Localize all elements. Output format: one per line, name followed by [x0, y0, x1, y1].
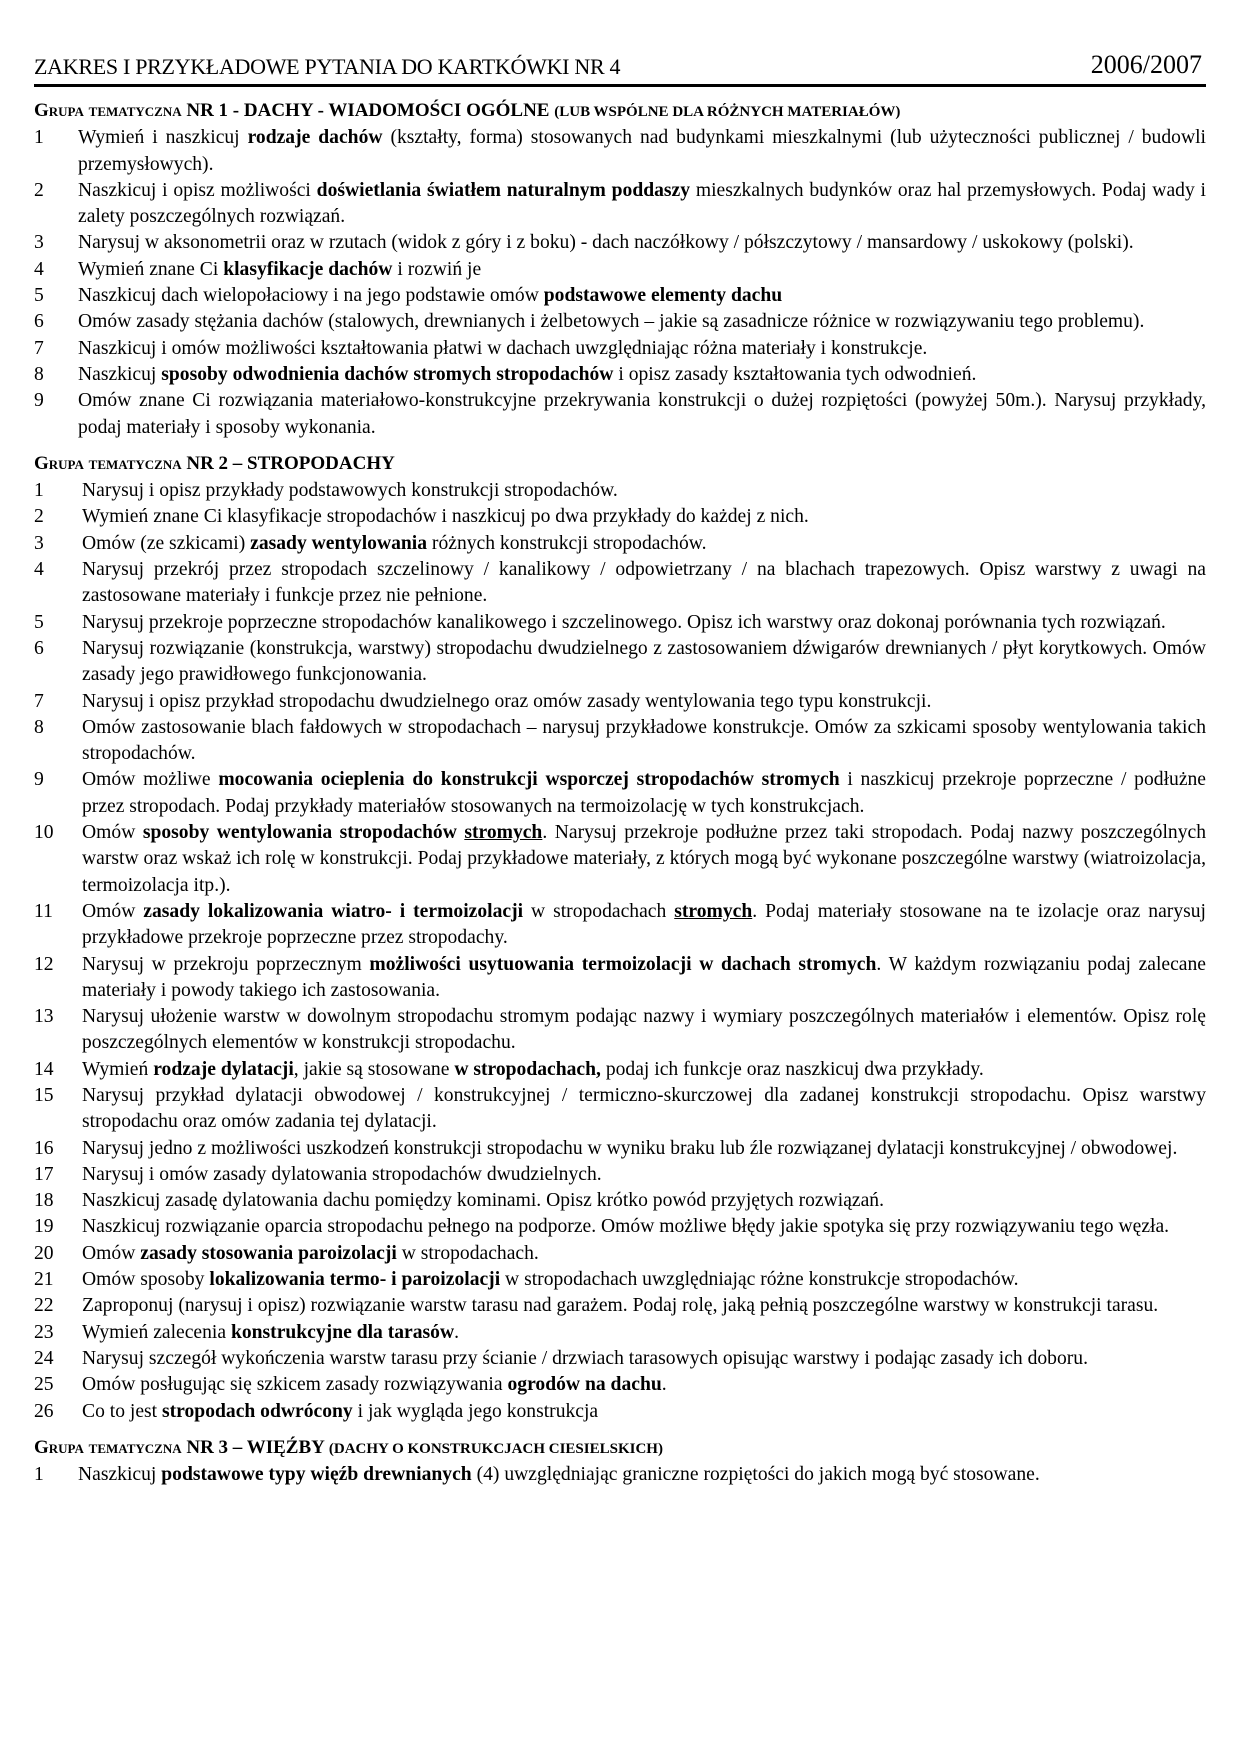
- question-number: 24: [34, 1347, 54, 1369]
- question-item: [34, 689, 1206, 715]
- emphasized-text: sposoby wentylowania stropodachów: [142, 822, 465, 844]
- question-number: 5: [34, 285, 44, 307]
- emphasized-text: klasyfikacje dachów: [223, 258, 393, 280]
- question-item: [34, 1293, 1206, 1319]
- question-number: 22: [34, 1295, 54, 1317]
- question-item: [34, 1057, 1206, 1083]
- question-item: [34, 388, 1206, 441]
- text-run: w stropodachach.: [396, 1242, 539, 1264]
- question-number: 9: [34, 769, 44, 791]
- text-run: w stropodachach: [523, 900, 675, 922]
- emphasized-text: ogrodów na dachu: [507, 1374, 662, 1396]
- text-run: Wymień: [82, 1058, 154, 1080]
- text-run: podaj ich funkcje oraz naszkicuj dwa przykłady.: [600, 1058, 984, 1080]
- question-text: [78, 388, 1206, 441]
- emphasized-text: mocowania ocieplenia do konstrukcji wsporczej stropodachów stromych: [218, 769, 840, 791]
- text-run: .: [661, 1374, 667, 1396]
- question-text: [82, 478, 1206, 504]
- text-run: Omów znane Ci rozwiązania materiałowo-konstrukcyjne przekrywania konstrukcji o dużej rozpiętości (powyżej 50m.). Narysuj przykłady, podaj materiały i sposoby wykonania.: [78, 390, 1206, 438]
- group-title: NR 2 – STROPODACHY: [181, 452, 395, 474]
- emphasized-text: lokalizowania termo- i paroizolacji: [209, 1269, 501, 1291]
- question-text: [82, 1346, 1206, 1372]
- question-number: 1: [34, 127, 44, 149]
- text-run: . Podaj materiały stosowane na te izolacje oraz narysuj przykładowe przekroje poprzeczne przez stropodachy.: [82, 900, 1206, 949]
- text-run: . W każdym rozwiązaniu podaj zalecane materiały i powody takiego ich zastosowania.: [82, 953, 1206, 1001]
- question-number: 1: [34, 480, 44, 502]
- question-text: [78, 1462, 1206, 1488]
- group-heading: [34, 451, 1206, 478]
- question-item: [34, 820, 1206, 899]
- question-item: [34, 1372, 1206, 1398]
- emphasized-text: stromych: [464, 822, 543, 844]
- text-run: różnych konstrukcji stropodachów.: [427, 532, 707, 554]
- text-run: Narysuj szczegół wykończenia warstw tarasu przy ścianie / drzwiach tarasowych opisując warstwy i podając zasady ich doboru.: [82, 1347, 1088, 1369]
- question-text: [82, 610, 1206, 636]
- question-text: [82, 1399, 1206, 1425]
- question-number: 1: [34, 1464, 44, 1486]
- text-run: Omów sposoby: [82, 1269, 210, 1291]
- question-text: [78, 125, 1206, 178]
- question-item: [34, 283, 1206, 309]
- question-text: [82, 1293, 1206, 1319]
- text-run: Narysuj i opisz przykłady podstawowych konstrukcji stropodachów.: [82, 480, 618, 502]
- text-run: Naszkicuj i omów możliwości kształtowania płatwi w dachach uwzględniając różna materiały i konstrukcje.: [78, 337, 928, 359]
- question-number: 8: [34, 716, 44, 738]
- text-run: (4) uwzględniając graniczne rozpiętości do jakich mogą być stosowane.: [471, 1464, 1040, 1486]
- text-run: Naszkicuj dach wielopołaciowy i na jego podstawie omów: [78, 285, 544, 307]
- emphasized-text: stropodach odwrócony: [162, 1400, 353, 1422]
- question-item: [34, 257, 1206, 283]
- text-run: Omów zasady stężania dachów (stalowych, drewnianych i żelbetowych – jakie są zasadnicze różnice w rozwiązywaniu tego problemu).: [78, 311, 1145, 333]
- text-run: Wymień znane Ci klasyfikacje stropodachów i naszkicuj po dwa przykłady do każdej z nich.: [82, 506, 809, 528]
- question-text: [82, 636, 1206, 689]
- question-item: [34, 715, 1206, 768]
- text-run: Narysuj i opisz przykład stropodachu dwudzielnego oraz omów zasady wentylowania tego typu konstrukcji.: [82, 690, 932, 712]
- question-text: [82, 531, 1206, 557]
- text-run: w stropodachach uwzględniając różne konstrukcje stropodachów.: [500, 1269, 1019, 1291]
- topic-group: [34, 451, 1206, 1425]
- question-number: 7: [34, 337, 44, 359]
- question-item: [34, 1462, 1206, 1488]
- question-item: [34, 1399, 1206, 1425]
- group-subtitle: (DACHY O KONSTRUKCJACH CIESIELSKICH): [328, 1440, 663, 1457]
- text-run: Wymień znane Ci: [78, 258, 224, 280]
- question-number: 4: [34, 559, 44, 581]
- text-run: Omów: [82, 900, 144, 922]
- text-run: Narysuj przykład dylatacji obwodowej / konstrukcyjnej / termiczno-skurczowej dla zadanej konstrukcji stropodachu. Opisz warstwy stropodachu oraz omów zadania tej dylatacji.: [82, 1084, 1206, 1133]
- text-run: Zaproponuj (narysuj i opisz) rozwiązanie warstw tarasu nad garażem. Podaj rolę, jaką pełnią poszczególne warstwy w konstrukcji tarasu.: [82, 1295, 1159, 1317]
- text-run: i naszkicuj przekroje poprzeczne / podłużne przez stropodach. Podaj przykłady materiałów stosowanych na termoizolację w tych konstrukcjach.: [82, 769, 1207, 817]
- question-number: 4: [34, 258, 44, 280]
- question-item: [34, 899, 1206, 952]
- question-text: [82, 1004, 1206, 1057]
- question-number: 9: [34, 390, 44, 412]
- text-run: i opisz zasady kształtowania tych odwodnień.: [613, 363, 977, 385]
- question-text: [82, 1057, 1206, 1083]
- question-number: 23: [34, 1321, 54, 1343]
- question-number: 19: [34, 1216, 54, 1238]
- group-prefix: Grupa tematyczna: [34, 1436, 182, 1458]
- question-item: [34, 504, 1206, 530]
- text-run: Omów zastosowanie blach fałdowych w stropodachach – narysuj przykładowe konstrukcje. Omów za szkicami sposoby wentylowania takich stropodachów.: [82, 716, 1206, 765]
- question-number: 5: [34, 611, 44, 633]
- question-text: [78, 283, 1206, 309]
- question-item: [34, 178, 1206, 231]
- question-item: [34, 1346, 1206, 1372]
- text-run: Wymień zalecenia: [82, 1321, 231, 1343]
- text-run: Narysuj i omów zasady dylatowania stropodachów dwudzielnych.: [82, 1163, 602, 1185]
- question-number: 6: [34, 311, 44, 333]
- question-text: [82, 767, 1206, 820]
- question-text: [82, 1214, 1206, 1240]
- group-subtitle: (LUB WSPÓLNE DLA RÓŻNYCH MATERIAŁÓW): [554, 104, 901, 120]
- question-text: [78, 230, 1206, 256]
- group-prefix: Grupa tematyczna: [34, 100, 182, 121]
- group-heading: [34, 98, 1206, 125]
- text-run: Naszkicuj rozwiązanie oparcia stropodachu pełnego na podporze. Omów możliwe błędy jakie spotyka się przy rozwiązywaniu tego węzła.: [82, 1216, 1170, 1238]
- question-item: [34, 952, 1206, 1005]
- question-item: [34, 1320, 1206, 1346]
- emphasized-text: sposoby odwodnienia dachów stromych stropodachów: [161, 363, 614, 385]
- emphasized-text: możliwości usytuowania termoizolacji w dachach stromych: [369, 953, 877, 975]
- emphasized-text: zasady lokalizowania wiatro- i termoizolacji: [143, 900, 524, 922]
- question-number: 20: [34, 1242, 54, 1264]
- text-run: Omów (ze szkicami): [82, 532, 251, 554]
- topic-group: [34, 1435, 1206, 1489]
- question-number: 6: [34, 637, 44, 659]
- text-run: Omów możliwe: [82, 769, 219, 791]
- question-item: [34, 336, 1206, 362]
- text-run: Omów posługując się szkicem zasady rozwiązywania: [82, 1374, 508, 1396]
- text-run: Omów: [82, 822, 143, 844]
- question-number: 15: [34, 1084, 54, 1106]
- question-text: [82, 1267, 1206, 1293]
- question-text: [78, 257, 1206, 283]
- question-number: 21: [34, 1269, 54, 1291]
- topic-group: [34, 98, 1206, 441]
- emphasized-text: zasady wentylowania: [250, 532, 428, 554]
- question-number: 13: [34, 1006, 54, 1028]
- question-text: [82, 715, 1206, 768]
- question-item: [34, 1267, 1206, 1293]
- text-run: Narysuj ułożenie warstw w dowolnym stropodachu stromym podając nazwy i wymiary poszczególnych materiałów i elementów. Opisz rolę poszczególnych elementów w konstrukcji stropodachu.: [82, 1006, 1206, 1054]
- question-number: 14: [34, 1058, 54, 1080]
- text-run: Narysuj jedno z możliwości uszkodzeń konstrukcji stropodachu w wyniku braku lub źle rozwiązanej dylatacji konstrukcyjnej / obwodowej.: [82, 1137, 1178, 1159]
- question-list: [34, 98, 1206, 1488]
- emphasized-text: podstawowe elementy dachu: [543, 285, 783, 307]
- text-run: Naszkicuj zasadę dylatowania dachu pomiędzy kominami. Opisz krótko powód przyjętych rozwiązań.: [82, 1190, 884, 1212]
- text-run: i jak wygląda jego konstrukcja: [352, 1400, 599, 1422]
- question-text: [78, 309, 1206, 335]
- question-item: [34, 1162, 1206, 1188]
- question-text: [82, 952, 1206, 1005]
- question-number: 25: [34, 1374, 54, 1396]
- text-run: Narysuj w aksonometrii oraz w rzutach (widok z góry i z boku) - dach naczółkowy / półszczytowy / mansardowy / uskokowy (polski).: [78, 232, 1134, 254]
- question-text: [78, 336, 1206, 362]
- question-number: 17: [34, 1163, 54, 1185]
- document-title: ZAKRES I PRZYKŁADOWE PYTANIA DO KARTKÓWKI NR 4: [34, 54, 621, 79]
- question-text: [82, 1136, 1206, 1162]
- question-text: [82, 689, 1206, 715]
- question-item: [34, 531, 1206, 557]
- text-run: Narysuj rozwiązanie (konstrukcja, warstwy) stropodachu dwudzielnego z zastosowaniem dźwigarów drewnianych / płyt korytkowych. Omów zasady jego prawidłowego funkcjonowania.: [82, 637, 1206, 686]
- question-text: [82, 504, 1206, 530]
- text-run: Narysuj w przekroju poprzecznym: [82, 953, 370, 975]
- question-number: 12: [34, 953, 54, 975]
- question-item: [34, 1083, 1206, 1136]
- emphasized-text: podstawowe typy więźb drewnianych: [161, 1464, 472, 1486]
- emphasized-text: doświetlania światłem naturalnym poddaszy: [316, 179, 691, 201]
- text-run: (kształty, forma) stosowanych nad budynkami mieszkalnymi (lub użyteczności publicznej / budowli przemysłowych).: [78, 127, 1206, 175]
- emphasized-text: w stropodachach,: [454, 1058, 601, 1080]
- emphasized-text: zasady stosowania paroizolacji: [140, 1242, 397, 1264]
- text-run: Omów: [82, 1242, 141, 1264]
- text-run: mieszkalnych budynków oraz hal przemysłowych. Podaj wady i zalety poszczególnych rozwiązań.: [78, 179, 1206, 228]
- question-number: 11: [34, 900, 53, 922]
- question-number: 10: [34, 822, 54, 844]
- question-number: 16: [34, 1137, 54, 1159]
- question-number: 26: [34, 1400, 54, 1422]
- question-text: [82, 899, 1206, 952]
- question-text: [78, 362, 1206, 388]
- text-run: Naszkicuj: [78, 1464, 162, 1486]
- question-number: 3: [34, 532, 44, 554]
- text-run: Co to jest: [82, 1400, 163, 1422]
- question-number: 18: [34, 1190, 54, 1212]
- question-item: [34, 125, 1206, 178]
- question-number: 3: [34, 232, 44, 254]
- question-text: [82, 557, 1206, 610]
- question-text: [82, 1241, 1206, 1267]
- question-item: [34, 1241, 1206, 1267]
- question-number: 7: [34, 690, 44, 712]
- question-item: [34, 557, 1206, 610]
- question-text: [82, 820, 1206, 899]
- text-run: Narysuj przekroje poprzeczne stropodachów kanalikowego i szczelinowego. Opisz ich warstwy oraz dokonaj porównania tych rozwiązań.: [82, 611, 1166, 633]
- academic-year: 2006/2007: [1090, 50, 1202, 79]
- question-text: [82, 1320, 1206, 1346]
- question-text: [78, 178, 1206, 231]
- question-item: [34, 1188, 1206, 1214]
- emphasized-text: rodzaje dachów: [247, 127, 383, 149]
- question-item: [34, 478, 1206, 504]
- question-item: [34, 230, 1206, 256]
- question-number: 2: [34, 179, 44, 201]
- page-header: [34, 46, 1206, 87]
- question-text: [82, 1188, 1206, 1214]
- group-prefix: Grupa tematyczna: [34, 452, 182, 474]
- question-number: 2: [34, 506, 44, 528]
- text-run: Naszkicuj i opisz możliwości: [78, 179, 317, 201]
- text-run: Naszkicuj: [78, 363, 162, 385]
- group-heading: [34, 1435, 1206, 1462]
- question-item: [34, 362, 1206, 388]
- text-run: Narysuj przekrój przez stropodach szczelinowy / kanalikowy / odpowietrzany / na blachach trapezowych. Opisz warstwy z uwagi na zastosowane materiały i funkcje przez nie pełnione.: [82, 559, 1206, 607]
- emphasized-text: konstrukcyjne dla tarasów: [230, 1321, 455, 1343]
- group-title: NR 1 - DACHY - WIADOMOŚCI OGÓLNE: [181, 100, 555, 121]
- text-run: i rozwiń je: [392, 258, 482, 280]
- question-item: [34, 1214, 1206, 1240]
- text-run: . Narysuj przekroje podłużne przez taki stropodach. Podaj nazwy poszczególnych warstw oraz wskaż ich rolę w konstrukcji. Podaj przykładowe materiały, z których mogą być wykonane poszczególne warstwy (wiatroizolacja, termoizolacja itp.).: [82, 822, 1206, 896]
- question-text: [82, 1083, 1206, 1136]
- question-item: [34, 1004, 1206, 1057]
- question-text: [82, 1162, 1206, 1188]
- question-item: [34, 636, 1206, 689]
- question-text: [82, 1372, 1206, 1398]
- text-run: Wymień i naszkicuj: [78, 127, 248, 149]
- emphasized-text: rodzaje dylatacji: [153, 1058, 294, 1080]
- question-number: 8: [34, 363, 44, 385]
- question-item: [34, 1136, 1206, 1162]
- question-item: [34, 309, 1206, 335]
- question-item: [34, 767, 1206, 820]
- group-title: NR 3 – WIĘŹBY: [181, 1436, 329, 1458]
- text-run: .: [454, 1321, 460, 1343]
- emphasized-text: stromych: [674, 900, 753, 922]
- text-run: , jakie są stosowane: [293, 1058, 455, 1080]
- question-item: [34, 610, 1206, 636]
